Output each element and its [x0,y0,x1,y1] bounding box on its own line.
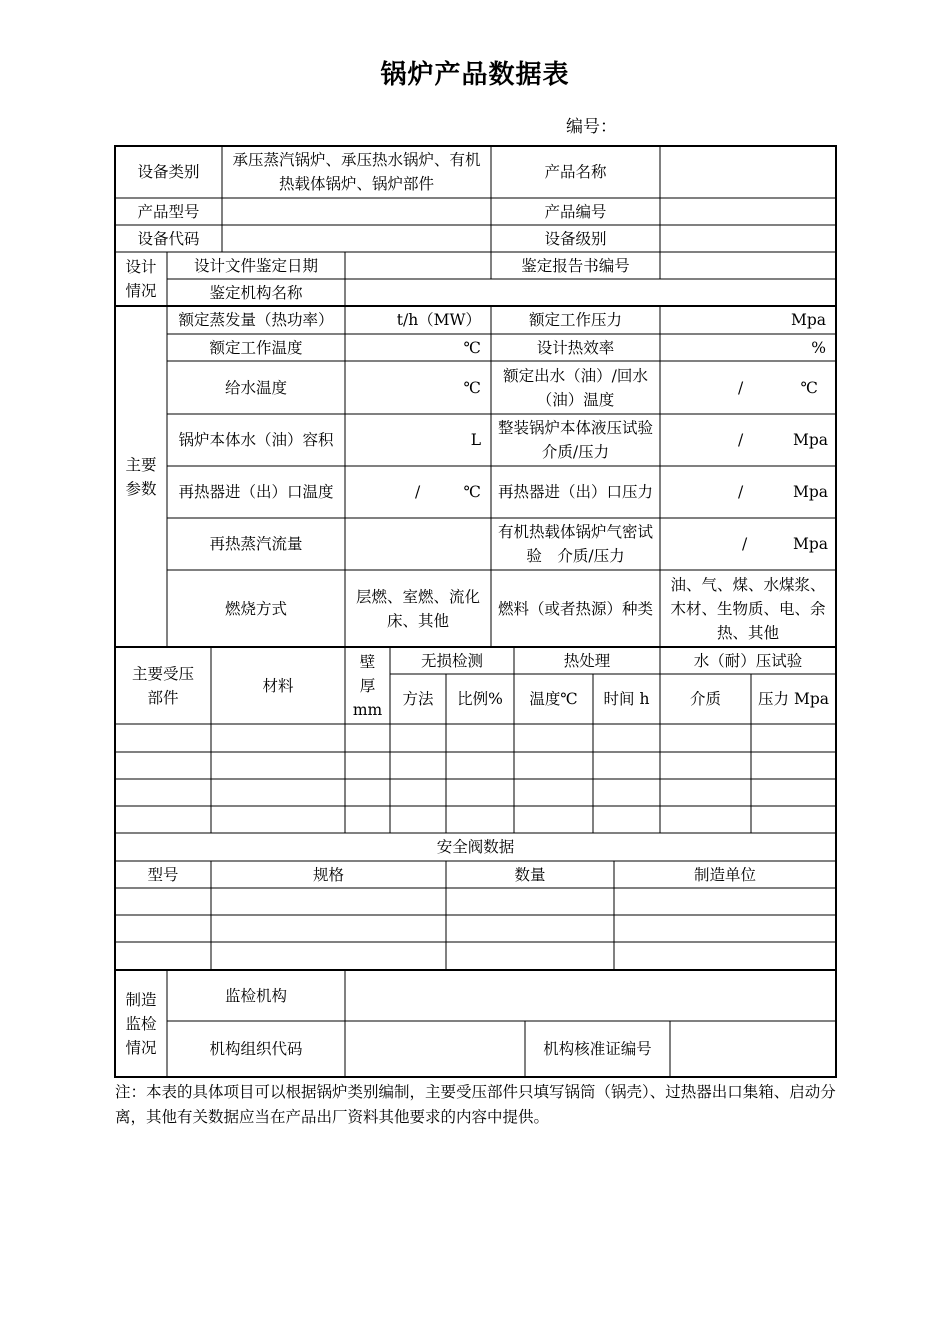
hydro-test-field[interactable] [660,414,836,466]
inspection-agency-field[interactable] [345,970,836,1021]
reheater-pressure-unit: Mpa [792,483,828,501]
safety-valve-section-label: 安全阀数据 [436,838,515,856]
design-report-number-field[interactable] [660,252,836,279]
design-approval-date-label: 设计文件鉴定日期 [193,256,318,275]
product-model-field[interactable] [222,198,491,225]
org-code-field[interactable] [345,1021,525,1077]
feedwater-temp-unit: ℃ [463,378,481,397]
efficiency-field[interactable] [660,334,836,361]
thickness-header: 壁厚mm [352,652,383,719]
fuel-label: 燃料（或者热源）种类 [497,599,653,618]
org-code-label: 机构组织代码 [209,1040,303,1058]
rated-pressure-field[interactable] [660,306,836,334]
reheater-pressure-field[interactable] [660,466,836,518]
reheat-flow-label: 再热蒸汽流量 [209,535,303,553]
heat-time-header: 时间 h [603,690,650,708]
heat-temp-header: 温度℃ [529,690,578,708]
airtight-test-slash: / [742,535,748,553]
serial-number-label: 编号： [566,117,617,137]
rated-pressure-unit: Mpa [790,311,826,329]
rated-temp-unit: ℃ [463,338,481,357]
pressure-part-header: 主要受压部件 [131,664,194,707]
hydro-test-label: 整装锅炉本体液压试验 介质/压力 [497,419,669,461]
outlet-return-slash: / [738,378,744,397]
outlet-return-unit: ℃ [800,378,818,397]
design-report-number-label: 鉴定报告书编号 [521,256,630,275]
efficiency-label: 设计热效率 [536,338,615,357]
product-number-field[interactable] [660,198,836,225]
rated-evaporation-field[interactable] [345,306,491,334]
rated-pressure-label: 额定工作压力 [528,311,622,329]
params-section-label: 主要参数 [125,455,157,498]
equipment-category-label: 设备类别 [137,163,200,181]
equipment-level-field[interactable] [660,225,836,252]
feedwater-temp-field[interactable] [345,361,491,414]
airtight-test-label: 有机热载体锅炉气密试验 介质/压力 [497,523,653,565]
reheater-pressure-label: 再热器进（出）口压力 [497,483,653,501]
equipment-level-label: 设备级别 [544,229,607,248]
design-section-label: 设计情况 [125,258,157,300]
product-model-label: 产品型号 [137,202,200,221]
combustion-label: 燃烧方式 [224,599,287,618]
ndt-ratio-header: 比例% [457,690,503,708]
airtight-test-unit: Mpa [792,535,828,553]
rated-evaporation-label: 额定蒸发量（热功率） [178,311,334,329]
water-volume-field[interactable] [345,414,491,466]
design-agency-field[interactable] [345,279,836,306]
outlet-return-temp-field[interactable] [660,361,836,414]
approval-number-field[interactable] [670,1021,836,1077]
water-volume-unit: L [470,431,481,449]
valve-quantity-header: 数量 [514,865,546,884]
valve-spec-header: 规格 [312,865,344,884]
reheat-flow-field[interactable] [345,518,491,570]
efficiency-unit: % [811,338,826,357]
reheater-temp-label: 再热器进（出）口温度 [178,483,334,501]
product-number-label: 产品编号 [544,202,607,221]
inspection-section-label: 制造监检情况 [125,990,157,1057]
design-approval-date-field[interactable] [345,252,491,279]
reheater-pressure-slash: / [738,483,744,501]
valve-manufacturer-header: 制造单位 [693,865,756,884]
reheater-temp-slash: / [415,483,421,501]
valve-model-header: 型号 [147,865,179,884]
product-name-label: 产品名称 [544,163,607,181]
equipment-code-field[interactable] [222,225,491,252]
design-agency-label: 鉴定机构名称 [209,283,303,302]
rated-temp-field[interactable] [345,334,491,361]
combustion-value: 层燃、室燃、流化床、其他 [355,587,480,630]
outlet-return-temp-label: 额定出水（油）/回水（油）温度 [503,366,648,409]
rated-temp-label: 额定工作温度 [209,338,303,357]
ndt-method-header: 方法 [402,690,434,708]
hydro-test-slash: / [738,431,744,449]
reheater-temp-unit: ℃ [463,483,481,501]
reheater-temp-field[interactable] [345,466,491,518]
product-name-field[interactable] [660,146,836,198]
feedwater-temp-label: 给水温度 [224,378,287,397]
airtight-test-field[interactable] [660,518,836,570]
equipment-code-label: 设备代码 [137,229,200,248]
ndt-header: 无损检测 [420,651,483,670]
hydro-test-unit: Mpa [792,431,828,449]
footnote: 注：本表的具体项目可以根据锅炉类别编制，主要受压部件只填写锅筒（锅壳）、过热器出口集箱、启动分离，其他有关数据应当在产品出厂资料其他要求的内容中提供。 [115,1083,836,1126]
water-volume-label: 锅炉本体水（油）容积 [178,431,334,449]
hydro-test-header: 水（耐）压试验 [693,651,803,670]
fuel-value: 油、气、煤、水煤浆、木材、生物质、电、余热、其他 [670,575,826,642]
equipment-category-value: 承压蒸汽锅炉、承压热水锅炉、有机热载体锅炉、锅炉部件 [232,151,481,193]
hydro-medium-header: 介质 [689,690,721,708]
inspection-agency-label: 监检机构 [224,986,287,1005]
hydro-pressure-header: 压力 Mpa [758,690,829,708]
approval-number-label: 机构核准证编号 [543,1040,652,1058]
rated-evaporation-unit: t/h（MW） [396,311,481,329]
document-title: 锅炉产品数据表 [380,60,570,90]
material-header: 材料 [262,676,294,695]
heat-treatment-header: 热处理 [563,651,611,670]
